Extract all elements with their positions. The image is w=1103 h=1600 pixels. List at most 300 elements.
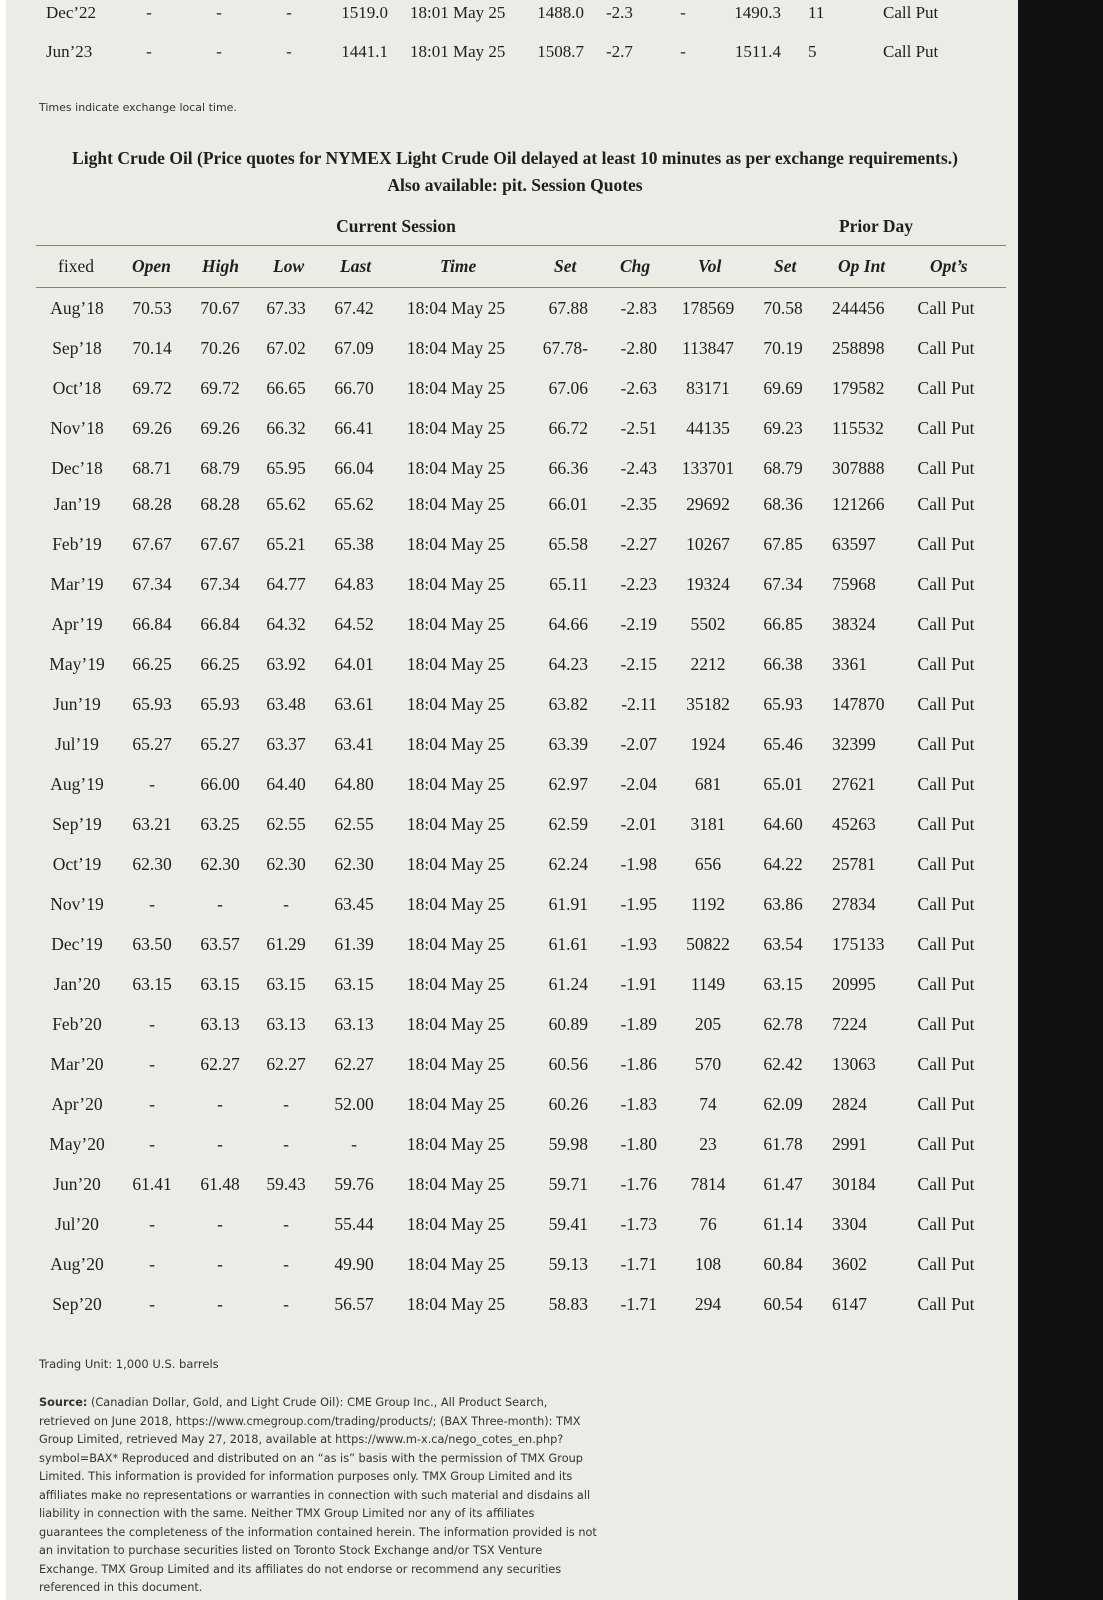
open-cell: 63.21	[132, 814, 172, 834]
table-row	[6, 694, 1018, 714]
last-cell: 63.15	[334, 974, 374, 994]
time-cell: 18:04 May 25	[406, 418, 506, 438]
time-cell: 18:04 May 25	[406, 614, 506, 634]
set-cell: 60.26	[548, 1094, 588, 1114]
open-cell: 65.27	[132, 734, 172, 754]
time-cell: 18:04 May 25	[406, 894, 506, 914]
table-row	[6, 338, 1018, 358]
low-cell: -	[283, 1214, 289, 1234]
high-cell: 63.15	[200, 974, 240, 994]
low-cell: -	[283, 1094, 289, 1114]
col-header-vol: Vol	[698, 256, 722, 276]
high-cell: 70.67	[200, 298, 240, 318]
chg-cell: -2.07	[620, 734, 657, 754]
vol-cell: 205	[694, 1014, 722, 1034]
op-int-cell: 27621	[832, 774, 876, 794]
high-cell: 61.48	[200, 1174, 240, 1194]
col-header-set: Set	[554, 256, 577, 276]
options-links[interactable]: Call Put	[917, 418, 975, 438]
open-cell: 70.53	[132, 298, 172, 318]
vol-cell: 1924	[690, 734, 726, 754]
vol-cell: -	[680, 42, 686, 61]
time-cell: 18:04 May 25	[406, 338, 506, 358]
prior-set-cell: 69.23	[763, 418, 803, 438]
table-row	[6, 614, 1018, 634]
last-cell: 63.61	[334, 694, 374, 714]
options-links[interactable]: Call Put	[917, 1214, 975, 1234]
table-row	[6, 1094, 1018, 1114]
chg-cell: -2.19	[620, 614, 657, 634]
last-cell: 62.30	[334, 854, 374, 874]
set-cell: 67.06	[548, 378, 588, 398]
options-links[interactable]: Call Put	[917, 854, 975, 874]
trading-unit-note: Trading Unit: 1,000 U.S. barrels	[39, 1357, 219, 1371]
chg-cell: -1.95	[620, 894, 657, 914]
open-cell: -	[149, 1254, 155, 1274]
last-cell: 64.52	[334, 614, 374, 634]
vol-cell: 10267	[686, 534, 730, 554]
op-int-cell: 5	[808, 42, 817, 61]
options-links[interactable]: Call Put	[917, 458, 975, 478]
options-links[interactable]: Call Put	[917, 1054, 975, 1074]
high-cell: 62.30	[200, 854, 240, 874]
open-cell: 68.28	[132, 494, 172, 514]
last-cell: 56.57	[334, 1294, 374, 1314]
chg-cell: -1.91	[620, 974, 657, 994]
low-cell: -	[283, 1254, 289, 1274]
table-row	[6, 378, 1018, 398]
open-cell: 66.84	[132, 614, 172, 634]
prior-set-cell: 70.58	[763, 298, 803, 318]
high-cell: -	[217, 1294, 223, 1314]
month-cell: Nov’19	[50, 894, 104, 914]
table-row	[6, 894, 1018, 914]
open-cell: 66.25	[132, 654, 172, 674]
prior-set-cell: 63.54	[763, 934, 803, 954]
chg-cell: -2.04	[620, 774, 657, 794]
set-cell: 60.89	[548, 1014, 588, 1034]
options-links[interactable]: Call Put	[917, 814, 975, 834]
chg-cell: -2.15	[620, 654, 657, 674]
set-cell: 63.39	[548, 734, 588, 754]
chg-cell: -1.76	[620, 1174, 657, 1194]
month-cell: Mar’20	[50, 1054, 104, 1074]
options-links[interactable]: Call Put	[917, 734, 975, 754]
col-header-last: Last	[340, 256, 372, 276]
low-cell: 62.30	[266, 854, 306, 874]
options-links[interactable]: Call Put	[917, 894, 975, 914]
chg-cell: -1.86	[620, 1054, 657, 1074]
op-int-cell: 175133	[832, 934, 885, 954]
high-cell: -	[217, 1094, 223, 1114]
set-cell: 58.83	[548, 1294, 588, 1314]
low-cell: 63.48	[266, 694, 306, 714]
month-cell: Sep’20	[52, 1294, 102, 1314]
low-cell: 59.43	[266, 1174, 306, 1194]
col-header-chg: Chg	[620, 256, 651, 276]
table-row	[6, 734, 1018, 754]
col-header-fixed: fixed	[58, 256, 94, 276]
chg-cell: -2.35	[620, 494, 657, 514]
options-links[interactable]: Call Put	[917, 574, 975, 594]
high-cell: 63.13	[200, 1014, 240, 1034]
vol-cell: 19324	[686, 574, 730, 594]
last-cell: 49.90	[334, 1254, 374, 1274]
prior-set-cell: 66.85	[763, 614, 803, 634]
prior-set-cell: 60.84	[763, 1254, 803, 1274]
month-cell: Jan’20	[53, 974, 101, 994]
prior-set-cell: 63.15	[763, 974, 803, 994]
low-cell: 61.29	[266, 934, 306, 954]
op-int-cell: 7224	[832, 1014, 867, 1034]
month-cell: Dec’18	[51, 458, 103, 478]
options-links[interactable]: Call Put	[917, 494, 975, 514]
vol-cell: 178569	[681, 298, 735, 318]
options-links[interactable]: Call Put	[917, 1294, 975, 1314]
set-cell: 61.91	[548, 894, 588, 914]
options-links[interactable]: Call Put	[917, 614, 975, 634]
open-cell: 62.30	[132, 854, 172, 874]
value-cell: -	[146, 42, 152, 61]
options-links[interactable]: Call Put	[917, 1094, 975, 1114]
prior-set-cell: 64.60	[763, 814, 803, 834]
open-cell: -	[149, 1294, 155, 1314]
last-cell: 62.55	[334, 814, 374, 834]
open-cell: -	[149, 894, 155, 914]
options-links[interactable]: Call Put	[917, 1014, 975, 1034]
last-cell: 59.76	[334, 1174, 374, 1194]
options-links[interactable]: Call Put	[917, 774, 975, 794]
table-row	[6, 974, 1018, 994]
last-cell: 63.41	[334, 734, 374, 754]
options-links[interactable]: Call Put	[883, 42, 939, 61]
prior-set-cell: 66.38	[763, 654, 803, 674]
prior-set-cell: 62.42	[763, 1054, 803, 1074]
time-cell: 18:04 May 25	[406, 734, 506, 754]
chg-cell: -1.71	[620, 1254, 657, 1274]
options-links[interactable]: Call Put	[917, 338, 975, 358]
vol-cell: 74	[699, 1094, 717, 1114]
value-cell: -	[146, 3, 152, 22]
time-cell: 18:04 May 25	[406, 934, 506, 954]
low-cell: -	[283, 894, 289, 914]
time-cell: 18:04 May 25	[406, 694, 506, 714]
time-cell: 18:04 May 25	[406, 378, 506, 398]
options-links[interactable]: Call Put	[917, 298, 975, 318]
month-cell: May’19	[49, 654, 105, 674]
last-cell: 67.09	[334, 338, 374, 358]
chg-cell: -2.3	[606, 3, 633, 22]
op-int-cell: 11	[808, 3, 825, 22]
high-cell: 66.00	[200, 774, 240, 794]
set-cell: 1488.0	[537, 3, 584, 22]
time-cell: 18:04 May 25	[406, 1294, 506, 1314]
last-cell: 67.42	[334, 298, 374, 318]
vol-cell: 656	[694, 854, 722, 874]
set-cell: 62.59	[548, 814, 588, 834]
last-cell: -	[351, 1134, 357, 1154]
oil-table-subtitle: Also available: pit. Session Quotes	[387, 175, 643, 195]
last-cell: 66.41	[334, 418, 374, 438]
time-cell: 18:04 May 25	[406, 1054, 506, 1074]
vol-cell: 108	[694, 1254, 722, 1274]
time-cell: 18:04 May 25	[406, 1094, 506, 1114]
time-cell: 18:04 May 25	[406, 574, 506, 594]
table-row	[6, 1254, 1018, 1274]
chg-cell: -2.23	[620, 574, 657, 594]
low-cell: 65.21	[266, 534, 306, 554]
low-cell: 63.37	[266, 734, 306, 754]
options-links[interactable]: Call Put	[917, 654, 975, 674]
table-row	[6, 1014, 1018, 1034]
time-cell: 18:04 May 25	[406, 1214, 506, 1234]
vol-cell: 23	[699, 1134, 717, 1154]
high-cell: -	[217, 894, 223, 914]
open-cell: -	[149, 774, 155, 794]
col-header-open: Open	[132, 256, 171, 276]
last-cell: 64.01	[334, 654, 374, 674]
op-int-cell: 32399	[832, 734, 876, 754]
value-cell: -	[286, 3, 292, 22]
time-cell: 18:04 May 25	[406, 774, 506, 794]
high-cell: 69.72	[200, 378, 240, 398]
table-row	[6, 774, 1018, 794]
month-cell: Dec’22	[46, 3, 97, 22]
low-cell: 63.92	[266, 654, 306, 674]
header-rule-top	[36, 245, 1006, 246]
oil-table-title: Light Crude Oil (Price quotes for NYMEX Light Crude Oil delayed at least 10 minutes as per exchange requirements.)	[72, 148, 958, 168]
month-cell: Jan’19	[53, 494, 101, 514]
open-cell: 61.41	[132, 1174, 172, 1194]
col-header-low: Low	[273, 256, 305, 276]
high-cell: -	[217, 1134, 223, 1154]
month-cell: Aug’19	[50, 774, 104, 794]
low-cell: 65.62	[266, 494, 306, 514]
low-cell: 64.77	[266, 574, 306, 594]
set-cell: 63.82	[548, 694, 588, 714]
table-row	[6, 458, 1018, 478]
prior-set-cell: 1511.4	[734, 42, 781, 61]
chg-cell: -2.7	[606, 42, 633, 61]
op-int-cell: 244456	[832, 298, 885, 318]
options-links[interactable]: Call Put	[883, 3, 939, 22]
month-cell: Aug’18	[50, 298, 104, 318]
set-cell: 64.66	[548, 614, 588, 634]
vol-cell: 50822	[686, 934, 730, 954]
set-cell: 66.36	[548, 458, 588, 478]
op-int-cell: 6147	[832, 1294, 867, 1314]
time-cell: 18:04 May 25	[406, 1014, 506, 1034]
month-cell: Dec’19	[51, 934, 103, 954]
prior-set-cell: 62.09	[763, 1094, 803, 1114]
prior-set-cell: 70.19	[763, 338, 803, 358]
high-cell: 66.84	[200, 614, 240, 634]
set-cell: 66.01	[548, 494, 588, 514]
set-cell: 64.23	[548, 654, 588, 674]
high-cell: -	[217, 1214, 223, 1234]
low-cell: 64.32	[266, 614, 306, 634]
op-int-cell: 27834	[832, 894, 876, 914]
open-cell: 69.26	[132, 418, 172, 438]
time-cell: 18:04 May 25	[406, 494, 506, 514]
source-text: (Canadian Dollar, Gold, and Light Crude Oil): CME Group Inc., All Product Search, retrieved on June 2018, https://www.cmegroup.com/trading/products/; (BAX Three-month): TMX Group Limited, retrieved May 27, 2018, available at https://www.m-x.ca/nego_cotes_en.php?symbol=BAX* Reproduced and distributed on an “as is” basis with the permission of TMX Group Limited. This information is provided for information purposes only. TMX Group Limited and its affiliates make no representations or warranties in connection with such material and disdains all liability in connection with the same. Neither TMX Group Limited nor any of its affiliates guarantees the completeness of the information contained herein. The information provided is not an invitation to purchase securities listed on Toronto Stock Exchange and/or TSX Venture Exchange. TMX Group Limited and its affiliates do not endorse or recommend any securities referenced in this document.	[39, 1396, 597, 1594]
prior-set-cell: 61.14	[763, 1214, 803, 1234]
chg-cell: -2.83	[620, 298, 657, 318]
vol-cell: 29692	[686, 494, 730, 514]
time-cell: 18:04 May 25	[406, 854, 506, 874]
time-cell: 18:01 May 25	[410, 3, 506, 22]
op-int-cell: 258898	[832, 338, 885, 358]
month-cell: Oct’19	[52, 854, 102, 874]
month-cell: Jul’19	[55, 734, 99, 754]
op-int-cell: 147870	[832, 694, 885, 714]
options-links[interactable]: Call Put	[917, 1254, 975, 1274]
table-row	[6, 574, 1018, 594]
col-header-opts: Opt’s	[930, 256, 968, 276]
chg-cell: -1.98	[620, 854, 657, 874]
prior-set-cell: 68.36	[763, 494, 803, 514]
options-links[interactable]: Call Put	[917, 974, 975, 994]
high-cell: 62.27	[200, 1054, 240, 1074]
options-links[interactable]: Call Put	[917, 534, 975, 554]
prior-set-cell: 60.54	[763, 1294, 803, 1314]
open-cell: -	[149, 1014, 155, 1034]
last-cell: 1441.1	[341, 42, 388, 61]
options-links[interactable]: Call Put	[917, 378, 975, 398]
open-cell: 67.34	[132, 574, 172, 594]
vol-cell: 83171	[686, 378, 730, 398]
prior-set-cell: 68.79	[763, 458, 803, 478]
month-cell: Feb’19	[52, 534, 102, 554]
high-cell: 68.28	[200, 494, 240, 514]
last-cell: 1519.0	[341, 3, 388, 22]
prior-set-cell: 63.86	[763, 894, 803, 914]
high-cell: 63.25	[200, 814, 240, 834]
set-cell: 61.24	[548, 974, 588, 994]
header-rule-bottom	[36, 287, 1006, 288]
time-cell: 18:04 May 25	[406, 814, 506, 834]
vol-cell: 133701	[681, 458, 735, 478]
last-cell: 52.00	[334, 1094, 374, 1114]
bax-table-row	[6, 3, 1018, 23]
table-row	[6, 494, 1018, 514]
last-cell: 55.44	[334, 1214, 374, 1234]
time-cell: 18:04 May 25	[406, 298, 506, 318]
table-row	[6, 854, 1018, 874]
op-int-cell: 2991	[832, 1134, 867, 1154]
time-cell: 18:04 May 25	[406, 654, 506, 674]
low-cell: 66.65	[266, 378, 306, 398]
month-cell: Feb’20	[52, 1014, 102, 1034]
open-cell: 65.93	[132, 694, 172, 714]
high-cell: -	[217, 1254, 223, 1274]
vol-cell: 113847	[682, 338, 734, 358]
time-cell: 18:04 May 25	[406, 1134, 506, 1154]
month-cell: Aug’20	[50, 1254, 104, 1274]
time-cell: 18:04 May 25	[406, 534, 506, 554]
high-cell: 63.57	[200, 934, 240, 954]
chg-cell: -1.71	[620, 1294, 657, 1314]
table-row	[6, 534, 1018, 554]
chg-cell: -2.01	[620, 814, 657, 834]
options-links[interactable]: Call Put	[917, 934, 975, 954]
last-cell: 63.13	[334, 1014, 374, 1034]
set-cell: 67.88	[548, 298, 588, 318]
col-header-high: High	[202, 256, 239, 276]
current-session-header: Current Session	[336, 216, 456, 236]
set-cell: 62.24	[548, 854, 588, 874]
last-cell: 64.83	[334, 574, 374, 594]
last-cell: 65.62	[334, 494, 374, 514]
table-row	[6, 1294, 1018, 1314]
low-cell: 62.55	[266, 814, 306, 834]
low-cell: 66.32	[266, 418, 306, 438]
time-cell: 18:01 May 25	[410, 42, 506, 61]
last-cell: 66.04	[334, 458, 374, 478]
low-cell: -	[283, 1134, 289, 1154]
col-header-op-int: Op Int	[838, 256, 886, 276]
set-cell: 65.11	[549, 574, 588, 594]
month-cell: Sep’18	[52, 338, 102, 358]
options-links[interactable]: Call Put	[917, 1134, 975, 1154]
vol-cell: 76	[699, 1214, 717, 1234]
time-cell: 18:04 May 25	[406, 1174, 506, 1194]
high-cell: 65.93	[200, 694, 240, 714]
prior-set-cell: 67.34	[763, 574, 803, 594]
high-cell: 67.34	[200, 574, 240, 594]
set-cell: 66.72	[548, 418, 588, 438]
vol-cell: 1149	[690, 974, 726, 994]
vol-cell: 3181	[690, 814, 726, 834]
set-cell: 62.97	[548, 774, 588, 794]
chg-cell: -2.43	[620, 458, 657, 478]
open-cell: 70.14	[132, 338, 172, 358]
vol-cell: 44135	[686, 418, 730, 438]
month-cell: Mar’19	[50, 574, 104, 594]
open-cell: -	[149, 1214, 155, 1234]
op-int-cell: 3304	[832, 1214, 867, 1234]
open-cell: -	[149, 1134, 155, 1154]
source-note	[39, 1394, 599, 1598]
last-cell: 64.80	[334, 774, 374, 794]
prior-set-cell: 64.22	[763, 854, 803, 874]
low-cell: 62.27	[266, 1054, 306, 1074]
value-cell: -	[286, 42, 292, 61]
low-cell: 63.15	[266, 974, 306, 994]
month-cell: Nov’18	[50, 418, 104, 438]
value-cell: -	[216, 42, 222, 61]
col-header-prior-set: Set	[774, 256, 797, 276]
table-row	[6, 418, 1018, 438]
open-cell: 63.50	[132, 934, 172, 954]
high-cell: 70.26	[200, 338, 240, 358]
open-cell: -	[149, 1054, 155, 1074]
op-int-cell: 115532	[832, 418, 884, 438]
options-links[interactable]: Call Put	[917, 1174, 975, 1194]
prior-day-header: Prior Day	[838, 216, 914, 236]
low-cell: 63.13	[266, 1014, 306, 1034]
chg-cell: -2.63	[620, 378, 657, 398]
low-cell: 65.95	[266, 458, 306, 478]
last-cell: 62.27	[334, 1054, 374, 1074]
vol-cell: -	[680, 3, 686, 22]
set-cell: 65.58	[548, 534, 588, 554]
op-int-cell: 3602	[832, 1254, 867, 1274]
set-cell: 1508.7	[537, 42, 584, 61]
op-int-cell: 121266	[832, 494, 885, 514]
op-int-cell: 38324	[832, 614, 876, 634]
options-links[interactable]: Call Put	[917, 694, 975, 714]
